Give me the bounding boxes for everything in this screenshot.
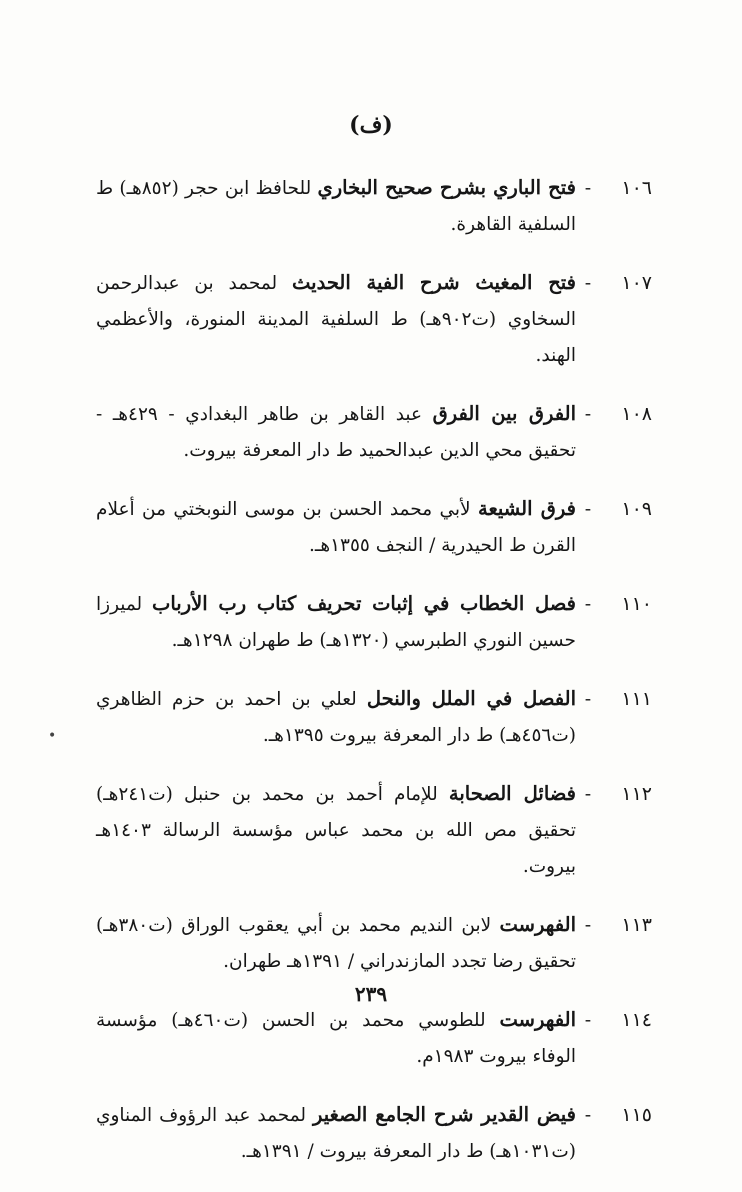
entry-details: للحافظ ابن حجر (٨٥٢هـ) ط السلفية القاهرة.	[96, 178, 576, 235]
entry-number: ١١٤	[621, 1009, 652, 1031]
entry-dash: -	[584, 783, 592, 805]
section-letter-heading: (ف)	[349, 112, 393, 138]
entry-details: لعلي بن احمد بن حزم الظاهري (ت٤٥٦هـ) ط دار المعرفة بيروت ١٣٩٥هـ.	[96, 689, 576, 746]
entry-number: ١١٢	[621, 783, 652, 805]
entry-text	[96, 170, 576, 243]
entry-title: الفهرست	[499, 1008, 576, 1031]
entry-dash: -	[584, 1009, 592, 1031]
entry-dash: -	[584, 1104, 592, 1126]
bibliography-entry	[96, 491, 652, 564]
margin-mark: •	[48, 728, 57, 744]
entry-dash: -	[584, 688, 592, 710]
entry-title: فضائل الصحابة	[448, 782, 576, 805]
entry-details: لمحمد بن عبدالرحمن السخاوي (ت٩٠٢هـ) ط السلفية المدينة المنورة، والأعظمي الهند.	[96, 273, 576, 366]
entry-details: لمحمد عبد الرؤوف المناوي (ت١٠٣١هـ) ط دار المعرفة بيروت / ١٣٩١هـ.	[96, 1105, 576, 1162]
entry-dash: -	[584, 914, 592, 936]
entry-title: فتح الباري بشرح صحيح البخاري	[317, 176, 576, 199]
entry-dash: -	[584, 272, 592, 294]
entry-text	[96, 681, 576, 754]
bibliography-entry	[96, 1002, 652, 1075]
entry-details: لأبي محمد الحسن بن موسى النوبختي من أعلام القرن ط الحيدرية / النجف ١٣٥٥هـ.	[96, 499, 576, 556]
entry-text	[96, 1097, 576, 1170]
entry-text	[96, 1002, 576, 1075]
entry-title: فيض القدير شرح الجامع الصغير	[313, 1103, 576, 1126]
entry-number: ١٠٨	[621, 403, 652, 425]
entry-dash: -	[584, 403, 592, 425]
bibliography-entry	[96, 907, 652, 980]
entry-number: ١٠٧	[621, 272, 652, 294]
entry-title: فرق الشيعة	[477, 497, 576, 520]
bibliography-entry	[96, 170, 652, 243]
entry-number: ١١٠	[621, 593, 652, 615]
entry-details: عبد القاهر بن طاهر البغدادي - ٤٢٩هـ - تحقيق محي الدين عبدالحميد ط دار المعرفة بيروت.	[96, 404, 576, 461]
bibliography-entry	[96, 396, 652, 469]
entry-title: فصل الخطاب في إثبات تحريف كتاب رب الأرباب	[151, 592, 576, 615]
entry-text	[96, 396, 576, 469]
entry-number: ١٠٦	[621, 177, 652, 199]
entry-title: فتح المغيث شرح الفية الحديث	[292, 271, 576, 294]
entry-text	[96, 491, 576, 564]
entry-number: ١٠٩	[621, 498, 652, 520]
entry-number: ١١١	[621, 688, 652, 710]
entry-details: لابن النديم محمد بن أبي يعقوب الوراق (ت٣٨٠هـ) تحقيق رضا تجدد المازندراني / ١٣٩١هـ طهران.	[96, 915, 576, 972]
page-number: ٢٣٩	[354, 982, 388, 1006]
entry-dash: -	[584, 593, 592, 615]
entry-text	[96, 586, 576, 659]
entry-text	[96, 907, 576, 980]
entry-title: الفرق بين الفرق	[432, 402, 576, 425]
entry-details: للطوسي محمد بن الحسن (ت٤٦٠هـ) مؤسسة الوفاء بيروت ١٩٨٣م.	[96, 1010, 576, 1067]
entry-details: للإمام أحمد بن محمد بن حنبل (ت٢٤١هـ) تحقيق مص الله بن محمد عباس مؤسسة الرسالة ١٤٠٣هـ بيروت.	[96, 784, 576, 877]
entry-dash: -	[584, 498, 592, 520]
bibliography-entry	[96, 681, 652, 754]
entry-details: لميرزا حسين النوري الطبرسي (١٣٢٠هـ) ط طهران ١٢٩٨هـ.	[96, 594, 576, 651]
bibliography-entry	[96, 1097, 652, 1170]
entry-title: الفهرست	[499, 913, 576, 936]
entry-text	[96, 265, 576, 374]
bibliography-entry	[96, 265, 652, 374]
entry-number: ١١٥	[621, 1104, 652, 1126]
entry-number: ١١٣	[621, 914, 652, 936]
entry-dash: -	[584, 177, 592, 199]
entry-title: الفصل في الملل والنحل	[366, 687, 576, 710]
bibliography-list	[96, 170, 652, 1192]
entry-text	[96, 776, 576, 885]
bibliography-entry	[96, 586, 652, 659]
bibliography-entry	[96, 776, 652, 885]
